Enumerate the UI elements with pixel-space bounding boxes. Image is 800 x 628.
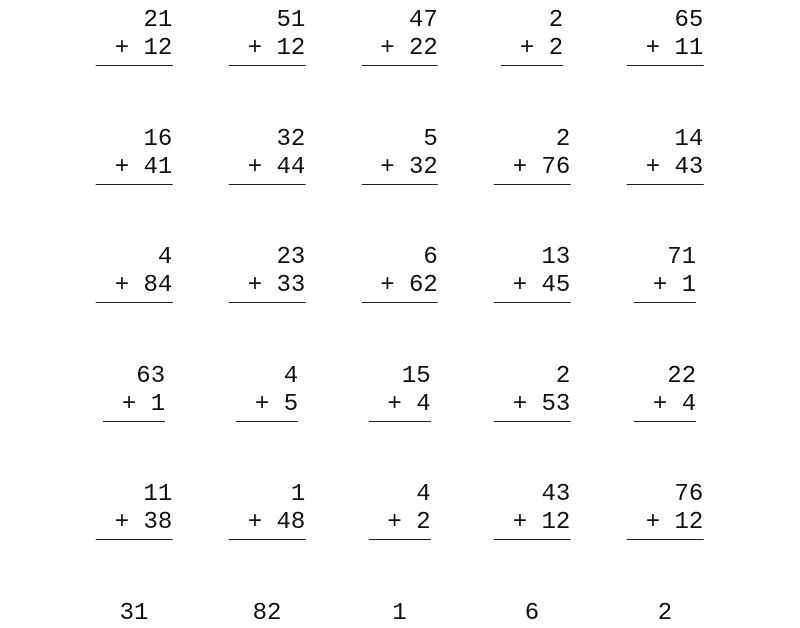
top-addend: 76 xyxy=(674,481,704,508)
bottom-addend xyxy=(627,509,704,540)
addition-problem xyxy=(494,362,571,422)
bottom-addend-value: 53 xyxy=(541,390,571,418)
addition-problem xyxy=(494,480,571,540)
top-addend: 82 xyxy=(252,599,282,627)
top-addend: 5 xyxy=(423,125,438,153)
bottom-addend xyxy=(96,35,173,66)
bottom-addend-value: 1 xyxy=(150,390,166,418)
bottom-addend-value: 22 xyxy=(409,35,438,62)
bottom-addend xyxy=(96,509,173,540)
addition-problem xyxy=(627,480,704,540)
plus-operator: + xyxy=(512,509,528,536)
top-addend: 6 xyxy=(524,599,540,627)
bottom-addend xyxy=(494,509,571,540)
plus-operator: + xyxy=(512,153,528,181)
bottom-addend xyxy=(229,154,306,185)
top-addend: 71 xyxy=(667,244,697,271)
plus-operator: + xyxy=(380,153,395,181)
top-addend: 2 xyxy=(657,599,673,627)
bottom-addend-value: 62 xyxy=(409,272,438,299)
bottom-addend-value: 4 xyxy=(416,390,431,418)
top-addend: 4 xyxy=(157,244,173,271)
top-addend: 14 xyxy=(674,125,704,153)
addition-problem xyxy=(96,125,173,185)
plus-operator: + xyxy=(247,272,263,299)
bottom-addend-value: 11 xyxy=(674,35,704,62)
top-addend: 22 xyxy=(667,362,697,390)
addition-problem xyxy=(253,599,282,628)
addition-problem xyxy=(96,6,173,66)
top-addend: 63 xyxy=(136,362,166,390)
bottom-addend xyxy=(361,35,438,66)
bottom-addend-value: 2 xyxy=(416,509,431,536)
plus-operator: + xyxy=(114,153,130,181)
addition-problem xyxy=(361,243,438,303)
addition-problem xyxy=(236,362,298,422)
top-addend: 51 xyxy=(276,7,306,34)
top-addend: 65 xyxy=(674,7,704,34)
bottom-addend-value: 32 xyxy=(409,153,438,181)
plus-operator: + xyxy=(652,390,668,418)
top-addend: 6 xyxy=(423,244,438,271)
top-addend: 16 xyxy=(143,125,173,153)
addition-problem xyxy=(96,243,173,303)
plus-operator: + xyxy=(121,390,137,418)
addition-problem xyxy=(525,599,539,628)
plus-operator: + xyxy=(380,272,395,299)
bottom-addend-value: 12 xyxy=(276,35,306,62)
top-addend: 2 xyxy=(555,362,571,390)
plus-operator: + xyxy=(114,272,130,299)
addition-problem xyxy=(361,6,438,66)
top-addend: 43 xyxy=(541,481,571,508)
bottom-addend xyxy=(494,272,571,303)
bottom-addend-value: 41 xyxy=(143,153,173,181)
top-addend: 13 xyxy=(541,244,571,271)
bottom-addend-value: 84 xyxy=(143,272,173,299)
top-addend: 11 xyxy=(143,481,173,508)
bottom-addend-value: 76 xyxy=(541,153,571,181)
top-addend: 32 xyxy=(276,125,306,153)
addition-problem xyxy=(634,362,696,422)
bottom-addend xyxy=(368,391,430,422)
bottom-addend xyxy=(229,35,306,66)
plus-operator: + xyxy=(247,35,263,62)
addition-problem xyxy=(368,362,430,422)
bottom-addend-value: 1 xyxy=(681,272,697,299)
bottom-addend xyxy=(634,391,696,422)
top-addend: 2 xyxy=(555,125,571,153)
addition-problem xyxy=(392,599,406,628)
bottom-addend xyxy=(627,35,704,66)
plus-operator: + xyxy=(247,153,263,181)
addition-problem xyxy=(368,480,430,540)
bottom-addend xyxy=(236,391,298,422)
top-addend: 4 xyxy=(283,362,299,390)
bottom-addend xyxy=(361,272,438,303)
bottom-addend-value: 12 xyxy=(143,35,173,62)
bottom-addend-value: 43 xyxy=(674,153,704,181)
bottom-addend-value: 38 xyxy=(143,509,173,536)
bottom-addend xyxy=(627,154,704,185)
addition-problem xyxy=(229,125,306,185)
bottom-addend xyxy=(494,391,571,422)
bottom-addend xyxy=(96,154,173,185)
addition-problem xyxy=(120,599,149,628)
addition-problem xyxy=(229,6,306,66)
addition-problem xyxy=(494,125,571,185)
plus-operator: + xyxy=(512,272,528,299)
top-addend: 4 xyxy=(416,481,431,508)
addition-problem xyxy=(229,480,306,540)
bottom-addend-value: 48 xyxy=(276,509,306,536)
bottom-addend xyxy=(103,391,165,422)
bottom-addend-value: 4 xyxy=(681,390,697,418)
bottom-addend xyxy=(494,154,571,185)
plus-operator: + xyxy=(645,153,661,181)
addition-problem xyxy=(627,6,704,66)
top-addend: 47 xyxy=(409,7,438,34)
bottom-addend-value: 45 xyxy=(541,272,571,299)
plus-operator: + xyxy=(652,272,668,299)
plus-operator: + xyxy=(512,390,528,418)
addition-problem xyxy=(361,125,438,185)
addition-problem xyxy=(627,125,704,185)
plus-operator: + xyxy=(247,509,263,536)
bottom-addend-value: 33 xyxy=(276,272,306,299)
addition-problem xyxy=(229,243,306,303)
plus-operator: + xyxy=(254,390,270,418)
plus-operator: + xyxy=(519,35,535,62)
addition-problem xyxy=(634,243,696,303)
top-addend: 31 xyxy=(119,599,149,627)
bottom-addend-value: 12 xyxy=(541,509,571,536)
bottom-addend xyxy=(96,272,173,303)
top-addend: 23 xyxy=(276,244,306,271)
bottom-addend xyxy=(368,509,430,540)
plus-operator: + xyxy=(387,509,402,536)
top-addend: 21 xyxy=(143,7,173,34)
bottom-addend xyxy=(634,272,696,303)
bottom-addend-value: 5 xyxy=(283,390,299,418)
top-addend: 1 xyxy=(290,481,306,508)
plus-operator: + xyxy=(645,509,661,536)
bottom-addend-value: 12 xyxy=(674,509,704,536)
bottom-addend-value: 44 xyxy=(276,153,306,181)
plus-operator: + xyxy=(114,35,130,62)
bottom-addend xyxy=(501,35,563,66)
plus-operator: + xyxy=(387,390,402,418)
top-addend: 2 xyxy=(548,7,564,34)
top-addend: 1 xyxy=(392,599,407,627)
plus-operator: + xyxy=(114,509,130,536)
plus-operator: + xyxy=(380,35,395,62)
addition-problem xyxy=(658,599,672,628)
bottom-addend xyxy=(229,509,306,540)
bottom-addend xyxy=(229,272,306,303)
addition-problem xyxy=(96,480,173,540)
addition-problem xyxy=(494,243,571,303)
addition-problem xyxy=(103,362,165,422)
bottom-addend-value: 2 xyxy=(548,35,564,62)
top-addend: 15 xyxy=(401,362,431,390)
addition-problem xyxy=(501,6,563,66)
bottom-addend xyxy=(361,154,438,185)
plus-operator: + xyxy=(645,35,661,62)
